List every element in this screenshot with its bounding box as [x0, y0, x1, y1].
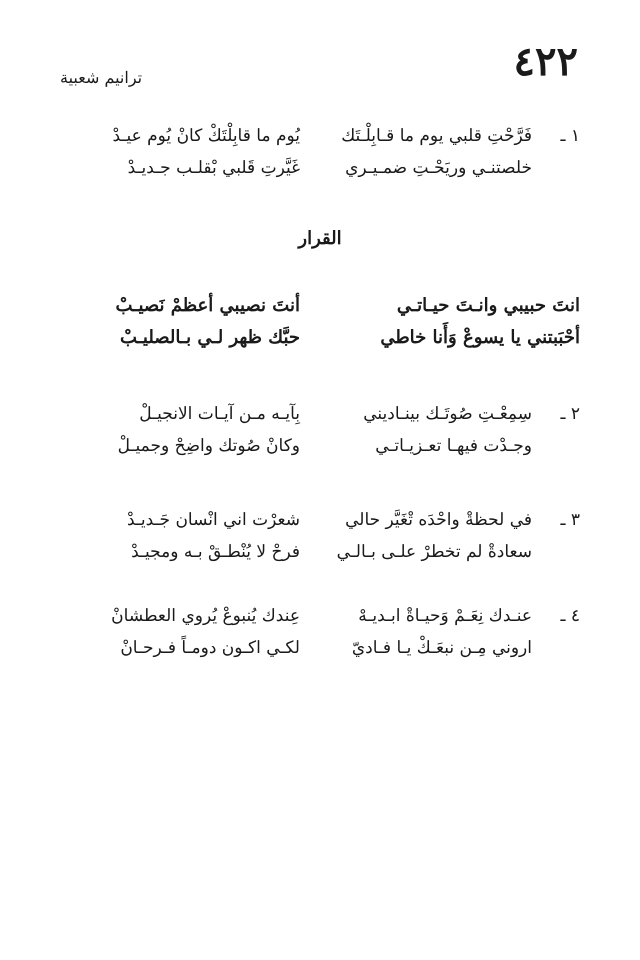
hemistich-second: أنتَ نصيبي أعظمْ نَصيـبْ [115, 295, 300, 316]
verse-line [60, 430, 580, 462]
hemistich-first: انتَ حبيبي وانـتَ حيـاتـي [396, 295, 580, 316]
verse-line [60, 152, 580, 184]
stanza-number: ٢ ـ [560, 404, 580, 424]
hemistich-second: عِندك يُنبوعْ يُروي العطشانْ [111, 606, 300, 626]
hymn-number: ٤٢٢ [513, 38, 578, 85]
hemistich-first: أحْبَبتني يا يسوعْ وَأَنا خاطي [380, 327, 580, 348]
stanza-1 [60, 120, 580, 184]
hemistich-first: سِمِعْـتِ صُوتَـك بينـاديني [363, 404, 532, 424]
verse-line [60, 536, 580, 568]
stanza-number: ٣ ـ [560, 510, 580, 530]
hemistich-first: خلصتنـي وريَحْـتِ ضمـيـري [345, 158, 532, 178]
chorus [60, 290, 580, 354]
stanza-4 [60, 600, 580, 664]
book-title: ترانيم شعبية [60, 68, 143, 87]
verse-line [60, 120, 580, 152]
hemistich-second: يُوم ما قابِلْتَكْ كانْ يُوم عيـدْ [112, 126, 300, 146]
chorus-line [60, 290, 580, 322]
verse-line [60, 398, 580, 430]
verse-line [60, 504, 580, 536]
hemistich-second: فرحْ لا يُنْطـقْ بـه ومجيـدْ [131, 542, 300, 562]
verse-line [60, 600, 580, 632]
hemistich-second: غَيَّرتِ قَلبي بْقلـب جـديـدْ [127, 158, 300, 178]
stanza-3 [60, 504, 580, 568]
hemistich-first: في لحظةْ واحْدَه تْغَيَّر حالي [345, 510, 532, 530]
stanza-number: ١ ـ [560, 126, 580, 146]
hemistich-second: بِآيـه مـن آيـات الانجيـلْ [139, 404, 300, 424]
chorus-line [60, 322, 580, 354]
hemistich-first: اروني مِـن نبعَـكْ يـا فـاديّ [351, 638, 532, 658]
hemistich-first: سعادةْ لم تخطرْ علـى بـالـي [336, 542, 532, 562]
chorus-heading: القرار [298, 228, 342, 249]
stanza-2 [60, 398, 580, 462]
hemistich-first: عنـدك نِعَـمْ وَحيـاةْ ابـديـهْ [358, 606, 532, 626]
hemistich-second: شعرْت اني انْسان جَـديـدْ [127, 510, 300, 530]
hemistich-second: لكـي اكـون دومـاً فـرحـانْ [120, 638, 300, 658]
verse-line [60, 632, 580, 664]
hemistich-first: وجـدْت فيهـا تعـزيـاتـي [375, 436, 532, 456]
hemistich-second: وكانْ صُوتك واضِحْ وجميـلْ [117, 436, 300, 456]
hemistich-first: فَرَّحْتِ قلبي يوم ما قـابِلْـتَك [341, 126, 532, 146]
stanza-number: ٤ ـ [560, 606, 580, 626]
hemistich-second: حبَّك ظهر لـي بـالصليـبْ [119, 327, 300, 348]
